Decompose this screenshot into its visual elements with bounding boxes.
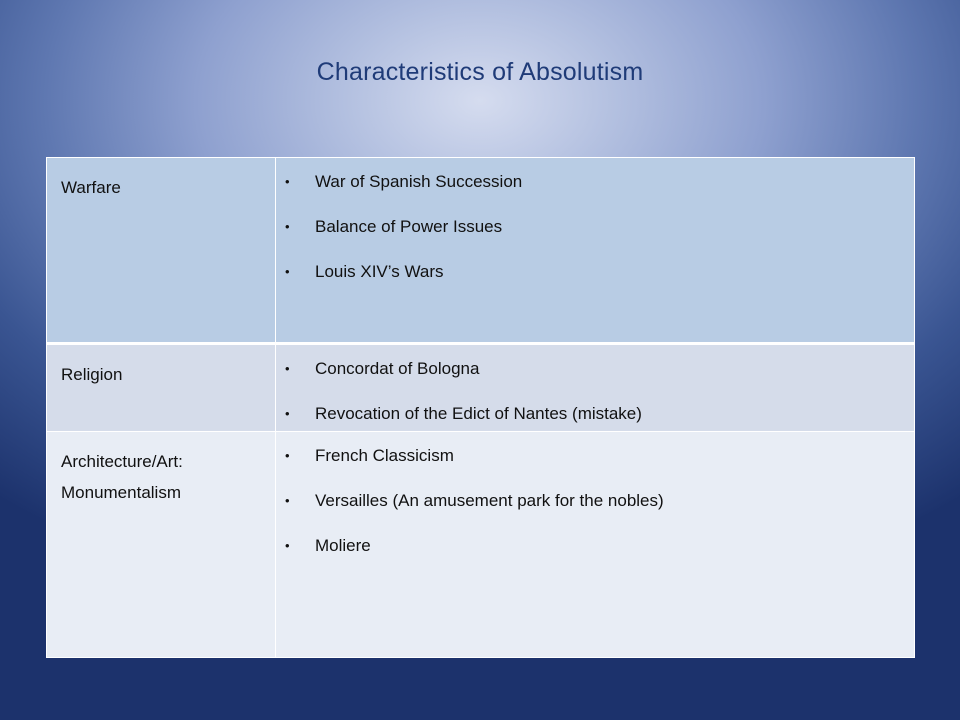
category-cell-religion bbox=[47, 344, 276, 432]
table-row-warfare bbox=[47, 158, 915, 344]
list-item-text: French Classicism bbox=[315, 446, 454, 465]
characteristics-table bbox=[46, 157, 915, 658]
list-item bbox=[276, 170, 914, 193]
bullet-list bbox=[276, 345, 914, 425]
slide-title: Characteristics of Absolutism bbox=[316, 58, 644, 86]
list-item-text: Concordat of Bologna bbox=[315, 359, 480, 378]
bullet-dot-icon: • bbox=[285, 174, 290, 189]
bullet-list bbox=[276, 158, 914, 283]
list-item-text: Balance of Power Issues bbox=[315, 217, 503, 236]
bullet-dot-icon: • bbox=[285, 264, 290, 279]
list-item bbox=[276, 489, 914, 512]
list-item bbox=[276, 444, 914, 467]
bullet-dot-icon: • bbox=[285, 406, 290, 421]
items-cell-religion bbox=[276, 344, 915, 432]
table-row-architecture bbox=[47, 432, 915, 658]
list-item-text: Revocation of the Edict of Nantes (mistake) bbox=[315, 404, 642, 423]
bullet-dot-icon: • bbox=[285, 493, 290, 508]
list-item-text: Versailles (An amusement park for the nobles) bbox=[315, 491, 664, 510]
list-item bbox=[276, 260, 914, 283]
list-item bbox=[276, 357, 914, 380]
category-label-line2: Monumentalism bbox=[61, 483, 181, 502]
list-item bbox=[276, 534, 914, 557]
bullet-dot-icon: • bbox=[285, 448, 290, 463]
category-cell-architecture bbox=[47, 432, 276, 658]
list-item-text: War of Spanish Succession bbox=[315, 172, 523, 191]
list-item-text: Moliere bbox=[315, 536, 371, 555]
items-cell-architecture bbox=[276, 432, 915, 658]
category-cell-warfare bbox=[47, 158, 276, 344]
list-item bbox=[276, 402, 914, 425]
bullet-dot-icon: • bbox=[285, 361, 290, 376]
bullet-dot-icon: • bbox=[285, 538, 290, 553]
bullet-dot-icon: • bbox=[285, 219, 290, 234]
category-label: Warfare bbox=[61, 178, 121, 197]
items-cell-warfare bbox=[276, 158, 915, 344]
list-item bbox=[276, 215, 914, 238]
table-row-religion bbox=[47, 344, 915, 432]
category-label: Religion bbox=[61, 365, 123, 384]
list-item-text: Louis XIV’s Wars bbox=[315, 262, 444, 281]
category-label-line1: Architecture/Art: bbox=[61, 452, 183, 471]
bullet-list bbox=[276, 432, 914, 557]
